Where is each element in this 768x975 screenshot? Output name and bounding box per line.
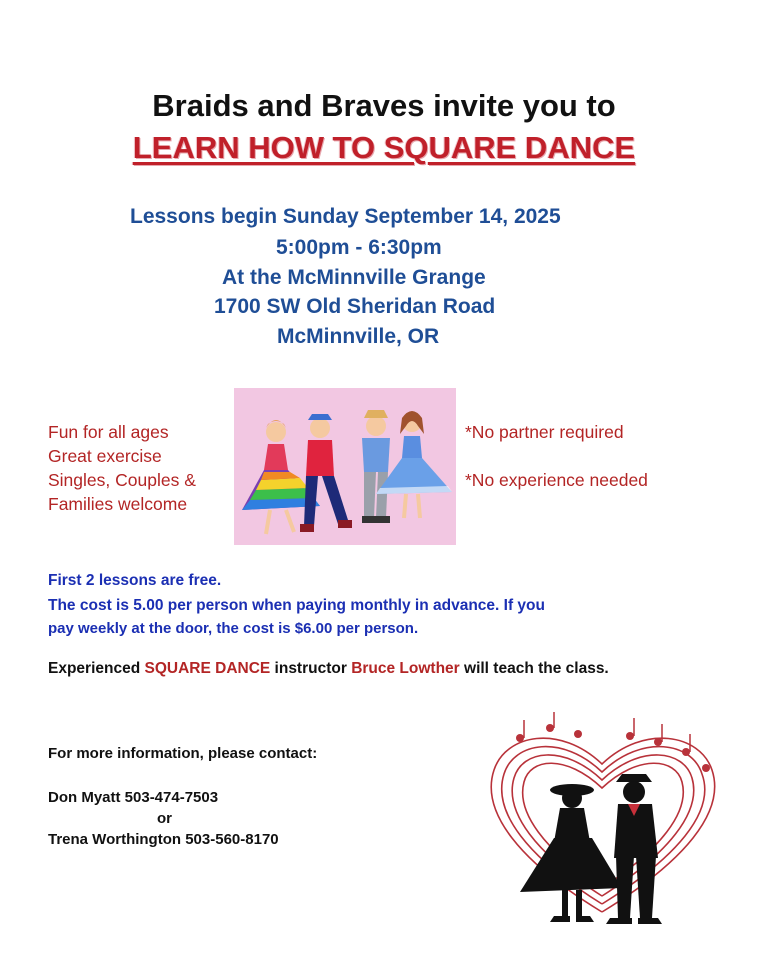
contact-heading: For more information, please contact: (48, 745, 318, 762)
dancing-couple-silhouette-icon (480, 712, 726, 934)
free-lessons-note: First 2 lessons are free. (48, 572, 222, 589)
venue-street: 1700 SW Old Sheridan Road (214, 295, 496, 318)
features-list (48, 420, 196, 516)
venue-name: At the McMinnville Grange (222, 266, 486, 289)
square-dance-highlight: SQUARE DANCE (144, 660, 271, 677)
weekly-cost-note: pay weekly at the door, the cost is $6.00 per person. (48, 620, 419, 637)
lesson-date: Lessons begin Sunday September 14, 2025 (130, 205, 561, 228)
instructor-suffix: will teach the class. (459, 660, 609, 677)
feature-item: Great exercise (48, 446, 162, 466)
no-partner-note: *No partner required (465, 422, 624, 442)
subheadline: LEARN HOW TO SQUARE DANCE (132, 130, 636, 165)
lesson-time: 5:00pm - 6:30pm (276, 236, 442, 259)
no-experience-note: *No experience needed (465, 470, 648, 490)
contact-trena: Trena Worthington 503-560-8170 (48, 831, 279, 848)
feature-item: Singles, Couples & (48, 470, 196, 490)
headline: Braids and Braves invite you to (152, 88, 616, 123)
venue-city: McMinnville, OR (277, 325, 440, 348)
instructor-line (48, 660, 609, 678)
dancers-icon (234, 388, 456, 545)
instructor-prefix: Experienced (48, 660, 145, 677)
feature-item: Fun for all ages (48, 422, 169, 442)
contact-separator: or (157, 810, 172, 827)
square-dancers-illustration (234, 388, 456, 545)
feature-item: Families welcome (48, 494, 188, 514)
instructor-name: Bruce Lowther (351, 660, 460, 677)
instructor-middle: instructor (270, 660, 352, 677)
contact-don: Don Myatt 503-474-7503 (48, 789, 219, 806)
monthly-cost-note: The cost is 5.00 per person when paying monthly in advance. If you (48, 597, 545, 614)
